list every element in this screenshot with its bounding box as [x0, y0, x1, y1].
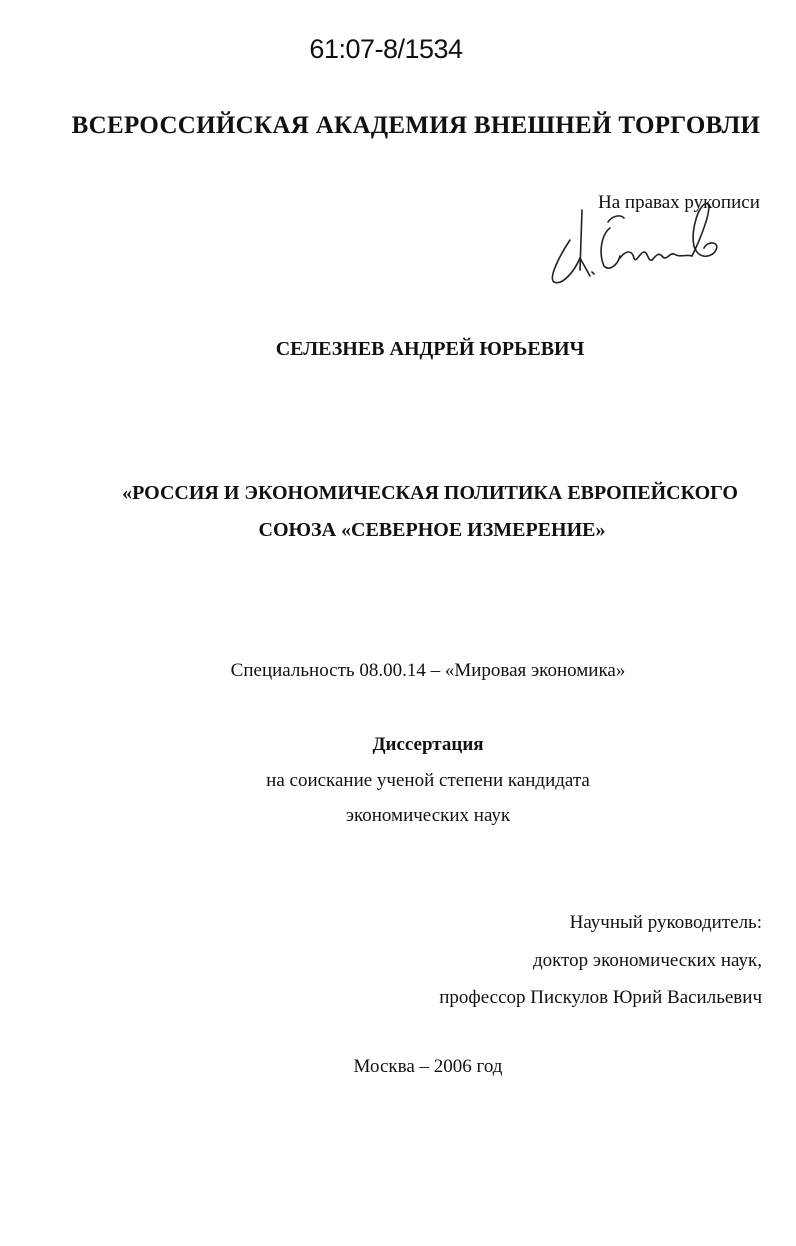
specialty-text: Специальность 08.00.14 – «Мировая экономика» — [230, 660, 626, 681]
catalog-number-text: 61:07-8/1534 — [309, 34, 463, 64]
dissertation-title-line-2 — [0, 519, 796, 542]
supervisor-label: Научный руководитель: — [569, 912, 762, 933]
title-line-2-text: СОЮЗА «СЕВЕРНОЕ ИЗМЕРЕНИЕ» — [258, 519, 606, 541]
author-name — [0, 338, 796, 361]
degree-line-1-text: на соискание ученой степени кандидата — [266, 770, 590, 791]
institution-name-text: ВСЕРОССИЙСКАЯ АКАДЕМИЯ ВНЕШНЕЙ ТОРГОВЛИ — [71, 112, 761, 139]
city-year-text: Москва – 2006 год — [353, 1056, 503, 1077]
handwritten-signature-icon — [540, 200, 740, 290]
manuscript-rights-note: На правах рукописи — [598, 192, 760, 213]
specialty — [0, 660, 796, 682]
dissertation-title-line-1 — [0, 482, 796, 505]
title-line-1-text: «РОССИЯ И ЭКОНОМИЧЕСКАЯ ПОЛИТИКА ЕВРОПЕЙСКОГО — [122, 482, 738, 504]
document-type-text: Диссертация — [372, 734, 484, 755]
degree-line-1 — [0, 770, 796, 792]
institution-name — [0, 112, 796, 140]
author-name-text: СЕЛЕЗНЕВ АНДРЕЙ ЮРЬЕВИЧ — [275, 338, 585, 360]
supervisor-name: профессор Пискулов Юрий Васильевич — [439, 987, 762, 1008]
degree-line-2-text: экономических наук — [345, 805, 511, 826]
degree-line-2 — [0, 805, 796, 827]
document-type — [0, 734, 796, 756]
supervisor-degree: доктор экономических наук, — [532, 950, 762, 971]
city-year — [0, 1056, 796, 1078]
catalog-number — [0, 34, 796, 65]
